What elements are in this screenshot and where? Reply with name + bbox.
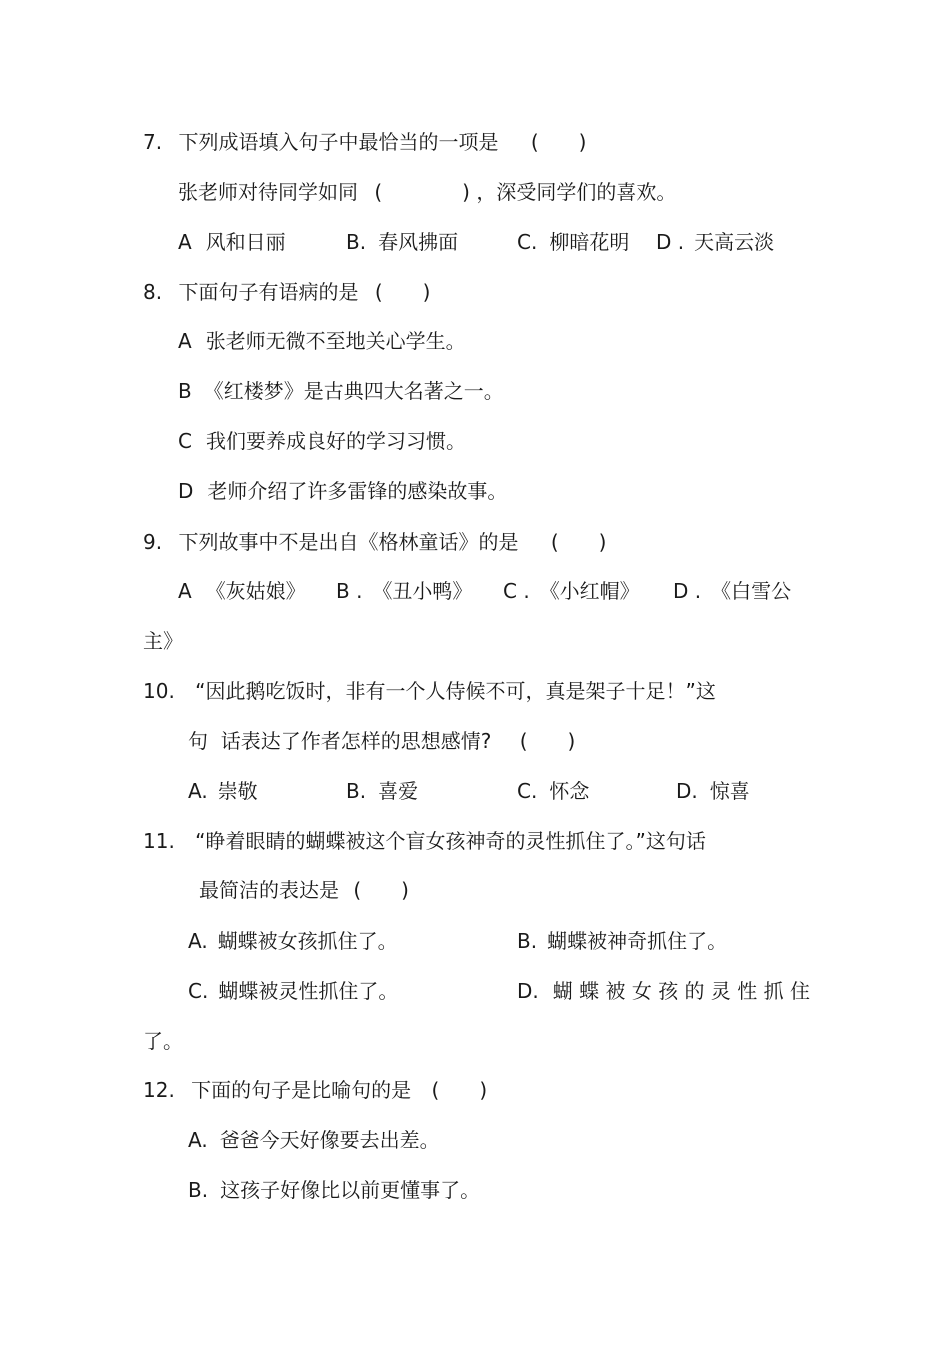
option-letter: A: [178, 230, 192, 254]
q7-stem-line: [143, 129, 586, 155]
option-text: 蝴蝶被神奇抓住了。: [547, 929, 728, 953]
option-letter: D .: [673, 579, 702, 603]
q7-sentence-blank[interactable]: ( ): [374, 180, 470, 204]
q10-option-d[interactable]: [676, 778, 750, 804]
q7-option-c[interactable]: [517, 229, 629, 255]
q7-stem: 下列成语填入句子中最恰当的一项是: [178, 130, 499, 154]
q11-stem-line-1: [143, 828, 706, 854]
option-text: 惊喜: [709, 779, 750, 803]
option-letter: C .: [503, 579, 530, 603]
option-letter: C.: [517, 779, 538, 803]
q11-option-b[interactable]: [517, 928, 727, 954]
option-text: 《红楼梦》是古典四大名著之一。: [203, 379, 504, 403]
q12-answer-blank[interactable]: ( ): [431, 1078, 488, 1102]
q12-stem-line: [143, 1077, 487, 1103]
option-text: 《白雪公: [711, 579, 792, 603]
q9-stem-line: [143, 529, 606, 555]
option-text: 怀念: [549, 779, 590, 803]
q8-option-a[interactable]: [178, 328, 466, 354]
option-letter: A.: [188, 929, 208, 953]
q8-option-b[interactable]: [178, 378, 504, 404]
q9-option-d-continuation: 主》: [143, 629, 183, 653]
q11-stem-2: 最简洁的表达是: [199, 878, 339, 902]
q10-option-c[interactable]: [517, 778, 589, 804]
option-text: 风和日丽: [205, 230, 286, 254]
q8-stem: 下面句子有语病的是: [178, 280, 359, 304]
q9-stem: 下列故事中不是出自《格林童话》的是: [178, 530, 519, 554]
option-letter: A.: [188, 1128, 208, 1152]
q8-number: 8.: [143, 280, 163, 304]
q11-option-d-continuation: 了。: [143, 1029, 183, 1053]
option-text: 张老师无微不至地关心学生。: [205, 329, 466, 353]
option-letter: B.: [346, 230, 367, 254]
q10-stem-line-2: [188, 728, 575, 754]
option-text: 崇敬: [217, 779, 258, 803]
q10-stem-line-1: [143, 678, 716, 704]
option-text: 蝴 蝶 被 女 孩 的 灵 性 抓 住: [552, 979, 810, 1003]
option-letter: A.: [188, 779, 208, 803]
option-text: 柳暗花明: [549, 230, 630, 254]
q11-stem-1: “睁着眼睛的蝴蝶被这个盲女孩神奇的灵性抓住了。”这句话: [195, 829, 706, 853]
option-letter: B: [178, 379, 192, 403]
q12-stem: 下面的句子是比喻句的是: [191, 1078, 412, 1102]
q8-answer-blank[interactable]: ( ): [374, 280, 431, 304]
q9-option-b[interactable]: [336, 578, 472, 604]
option-letter: D .: [656, 230, 685, 254]
option-text: 天高云淡: [694, 230, 775, 254]
option-text: 我们要养成良好的学习习惯。: [205, 429, 466, 453]
q9-option-a[interactable]: [178, 578, 306, 604]
option-text: 春风拂面: [378, 230, 459, 254]
q10-stem-1: “因此鹅吃饭时，非有一个人侍候不可，真是架子十足！”这: [195, 679, 716, 703]
q8-option-c[interactable]: [178, 428, 466, 454]
option-text: 老师介绍了许多雷锋的感染故事。: [207, 479, 508, 503]
q7-answer-blank[interactable]: ( ): [530, 130, 587, 154]
option-text: 蝴蝶被女孩抓住了。: [217, 929, 398, 953]
option-text: 《灰姑娘》: [205, 579, 306, 603]
option-letter: C.: [188, 979, 209, 1003]
q11-number: 11.: [143, 829, 175, 853]
q8-option-d[interactable]: [178, 478, 507, 504]
q11-stem-line-2: [199, 877, 409, 903]
q12-option-a[interactable]: [188, 1127, 440, 1153]
option-text: 喜爱: [378, 779, 419, 803]
option-letter: B .: [336, 579, 363, 603]
option-text: 这孩子好像比以前更懂事了。: [220, 1178, 481, 1202]
q7-option-b[interactable]: [346, 229, 458, 255]
option-letter: B.: [346, 779, 367, 803]
option-letter: D.: [676, 779, 698, 803]
q8-stem-line: [143, 279, 430, 305]
option-letter: B.: [517, 929, 538, 953]
q10-option-a[interactable]: [188, 778, 258, 804]
q7-option-a[interactable]: [178, 229, 286, 255]
q9-option-d[interactable]: [673, 578, 791, 604]
q11-option-d[interactable]: [517, 978, 810, 1004]
q7-option-d[interactable]: [656, 229, 774, 255]
q7-sentence-part2: ，深受同学们的喜欢。: [476, 180, 677, 204]
q10-answer-blank[interactable]: ( ): [519, 729, 576, 753]
option-letter: A: [178, 579, 192, 603]
q7-sentence-line: [178, 179, 676, 205]
q10-number: 10.: [143, 679, 175, 703]
q12-option-b[interactable]: [188, 1177, 480, 1203]
q7-number: 7.: [143, 130, 163, 154]
q11-answer-blank[interactable]: ( ): [353, 878, 409, 902]
option-text: 爸爸今天好像要去出差。: [219, 1128, 440, 1152]
q9-answer-blank[interactable]: ( ): [550, 530, 607, 554]
option-text: 《丑小鸭》: [372, 579, 473, 603]
option-letter: B.: [188, 1178, 209, 1202]
option-letter: D: [178, 479, 194, 503]
option-letter: C: [178, 429, 192, 453]
q9-option-c[interactable]: [503, 578, 640, 604]
option-letter: A: [178, 329, 192, 353]
q11-option-c[interactable]: [188, 978, 398, 1004]
option-letter: D.: [517, 979, 539, 1003]
q9-number: 9.: [143, 530, 163, 554]
q11-option-a[interactable]: [188, 928, 398, 954]
q7-sentence-part1: 张老师对待同学如同: [178, 180, 358, 204]
q10-option-b[interactable]: [346, 778, 418, 804]
option-text: 《小红帽》: [539, 579, 640, 603]
option-text: 蝴蝶被灵性抓住了。: [218, 979, 399, 1003]
q12-number: 12.: [143, 1078, 175, 1102]
q10-stem-2: 句 话表达了作者怎样的思想感情?: [188, 729, 492, 753]
option-letter: C.: [517, 230, 538, 254]
